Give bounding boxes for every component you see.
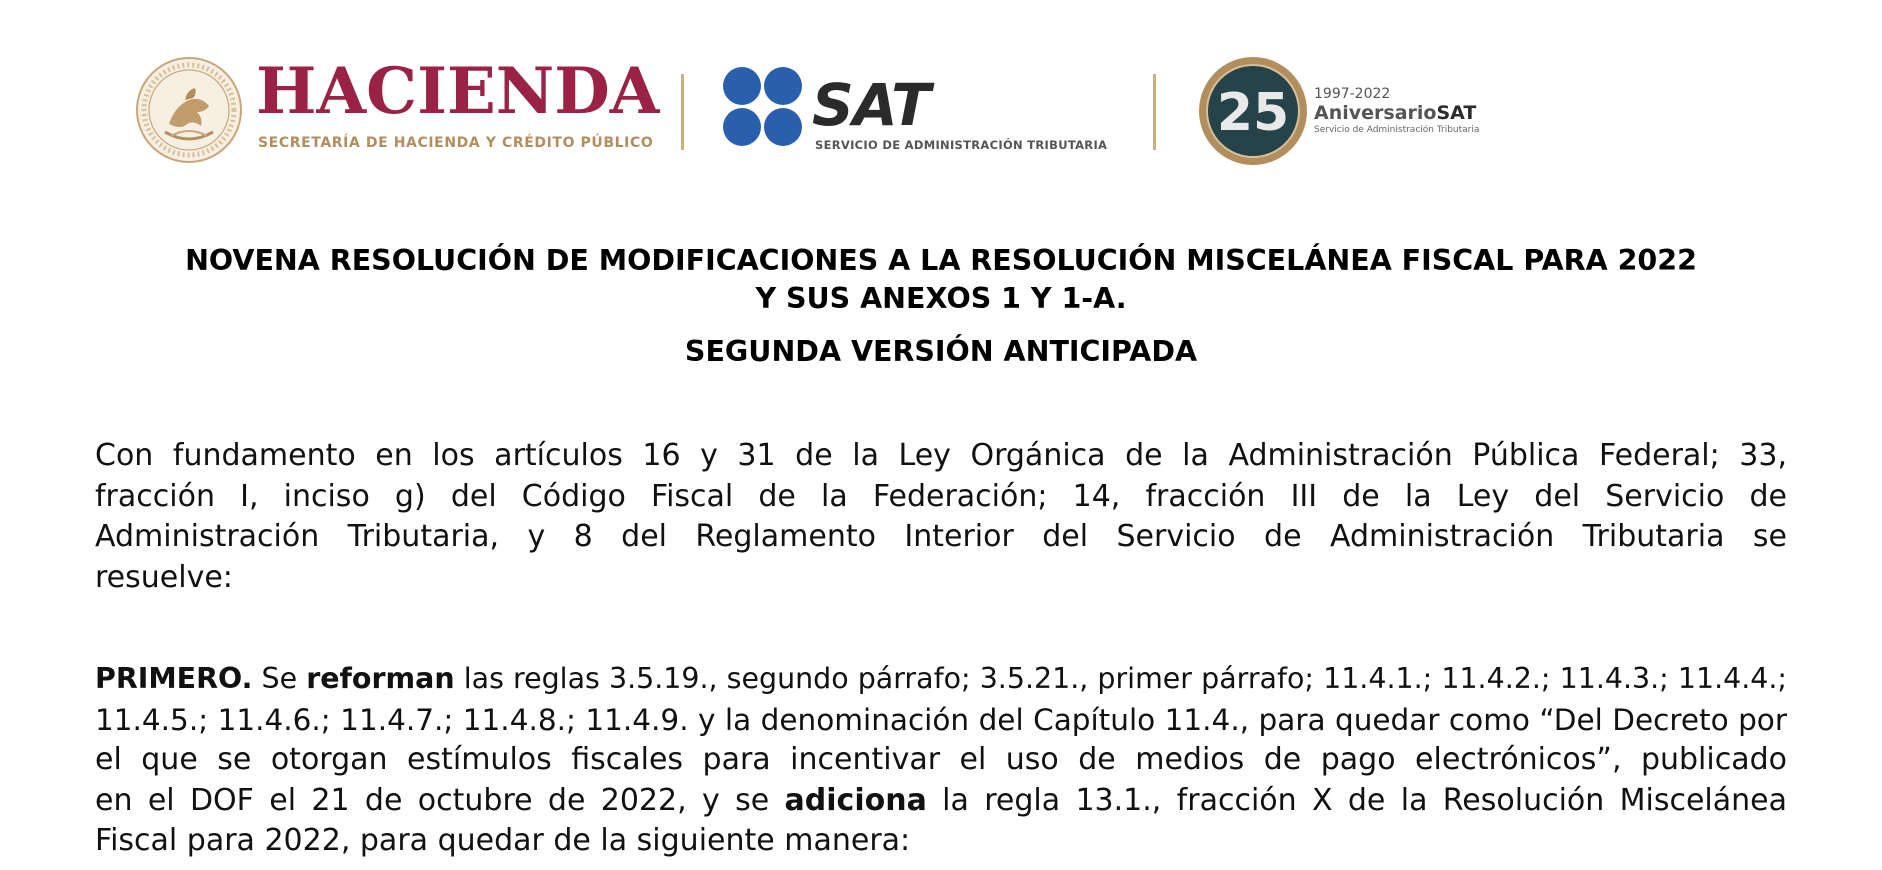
paragraph-text: Se: [252, 662, 307, 695]
anniversary-title-prefix: Aniversario: [1314, 102, 1437, 124]
anniversary-title: [1314, 102, 1476, 124]
anniversary-subtitle: Servicio de Administración Tributaria: [1314, 125, 1480, 135]
anniversary-badge-number: 25: [1216, 83, 1290, 143]
document-header: [0, 52, 1882, 168]
paragraph-line: [95, 781, 1787, 822]
paragraph-line: resuelve:: [95, 559, 233, 595]
document-version-title: SEGUNDA VERSIÓN ANTICIPADA: [684, 335, 1198, 368]
sat-wordmark: SAT: [812, 71, 930, 139]
paragraph-line: el que se otorgan estímulos fiscales para incentivar el uso de medios de pago electrónicos”, publicado: [95, 742, 1787, 777]
legal-basis-paragraph: [95, 436, 1787, 598]
sat-subtitle: SERVICIO DE ADMINISTRACIÓN TRIBUTARIA: [815, 138, 1108, 152]
paragraph-text: en el DOF el 21 de octubre de 2022, y se: [95, 782, 785, 818]
paragraph-line: fracción I, inciso g) del Código Fiscal de la Federación; 14, fracción III de la Ley del Servicio de: [95, 478, 1787, 514]
primero-label: PRIMERO.: [95, 662, 253, 695]
mexican-coat-of-arms-seal-icon: [135, 56, 243, 164]
document-title-line-1: NOVENA RESOLUCIÓN DE MODIFICACIONES A LA RESOLUCIÓN MISCELÁNEA FISCAL PARA 2022: [185, 244, 1697, 277]
anniversary-25-badge-icon: [1198, 56, 1308, 166]
paragraph-line: Administración Tributaria, y 8 del Reglamento Interior del Servicio de Administración Tributaria se: [95, 519, 1787, 554]
anniversary-years: 1997-2022: [1314, 86, 1391, 102]
hacienda-wordmark: HACIENDA: [256, 54, 660, 129]
logo-divider: [681, 74, 684, 150]
paragraph-text: las reglas 3.5.19., segundo párrafo; 3.5.21., primer párrafo; 11.4.1.; 11.4.2.; 11.4.3.; 11.4.4.;: [454, 662, 1787, 695]
reforman-keyword: reforman: [306, 662, 455, 695]
paragraph-line: 11.4.5.; 11.4.6.; 11.4.7.; 11.4.8.; 11.4.9. y la denominación del Capítulo 11.4., para quedar como “Del Decreto por: [95, 702, 1787, 737]
document-title-line-2: Y SUS ANEXOS 1 Y 1-A.: [755, 282, 1127, 315]
paragraph-line: Con fundamento en los artículos 16 y 31 de la Ley Orgánica de la Administración Pública Federal; 33,: [95, 438, 1787, 473]
paragraph-text: la regla 13.1., fracción X de la Resolución Miscelánea: [926, 782, 1788, 818]
paragraph-line: Fiscal para 2022, para quedar de la siguiente manera:: [95, 823, 911, 858]
sat-four-dots-icon: [722, 66, 804, 148]
primero-paragraph: [95, 659, 1787, 862]
hacienda-subtitle: SECRETARÍA DE HACIENDA Y CRÉDITO PÚBLICO: [258, 135, 654, 151]
logo-divider: [1153, 74, 1156, 150]
paragraph-line: [95, 659, 1787, 700]
adiciona-keyword: adiciona: [784, 782, 927, 818]
anniversary-title-suffix: SAT: [1436, 102, 1477, 124]
